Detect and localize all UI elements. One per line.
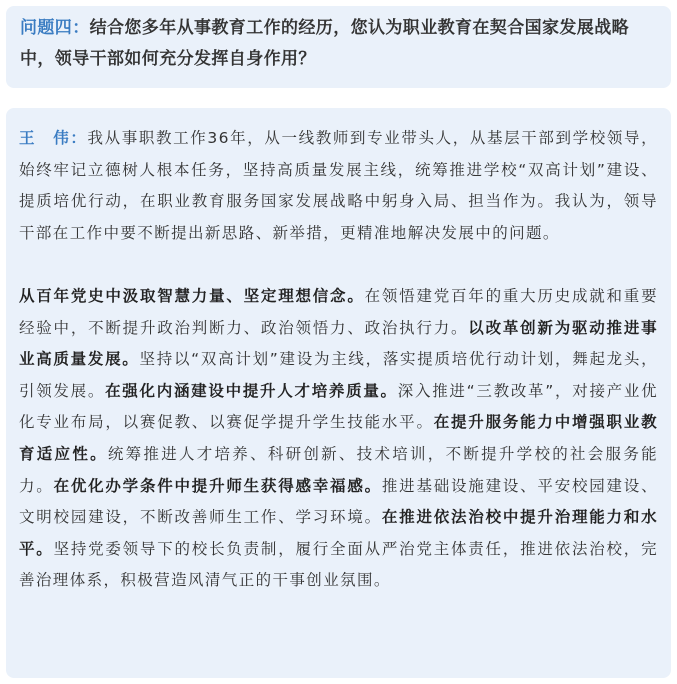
question-label: 问题四：	[20, 18, 90, 38]
point-heading: 以改革创新为驱动推进事业高质量发展。	[19, 318, 658, 369]
point-body: 推进基础设施建设、平安校园建设、文明校园建设，不断改善师生工作、学习环境。	[19, 476, 658, 527]
question-box	[6, 6, 671, 88]
point-body: 坚持党委领导下的校长负责制，履行全面从严治党主体责任，推进依法治校，完善治理体系，积极营造风清气正的干事创业氛围。	[19, 539, 658, 590]
question-text: 结合您多年从事教育工作的经历，您认为职业教育在契合国家发展战略中，领导干部如何充分发挥自身作用？	[20, 18, 630, 69]
point-heading: 在推进依法治校中提升治理能力和水平。	[19, 508, 658, 558]
point-heading: 在提升服务能力中增强职业教育适应性。	[19, 413, 658, 463]
point-body: 坚持以“双高计划”建设为主线，落实提质培优行动计划，舞起龙头，引领发展。	[19, 350, 658, 400]
answer-box	[6, 108, 671, 678]
point-heading: 在强化内涵建设中提升人才培养质量。	[105, 381, 398, 400]
point-body: 统筹推进人才培养、科研创新、技术培训，不断提升学校的社会服务能力。	[19, 444, 658, 495]
point-heading: 从百年党史中汲取智慧力量、坚定理想信念。	[19, 286, 365, 305]
answer-points-paragraph	[19, 281, 658, 597]
point-heading: 在优化办学条件中提升师生获得感幸福感。	[53, 476, 382, 495]
answer-intro-paragraph	[19, 123, 658, 249]
point-body: 在领悟建党百年的重大历史成就和重要经验中，不断提升政治判断力、政治领悟力、政治执行力。	[19, 286, 658, 337]
speaker-label: 王 伟：	[19, 129, 88, 147]
paragraph-spacer	[19, 249, 658, 281]
answer-intro-text: 我从事职教工作36年，从一线教师到专业带头人，从基层干部到学校领导，始终牢记立德树人根本任务，坚持高质量发展主线，统筹推进学校“双高计划”建设、提质培优行动，在职业教育服务国家发展战略中躬身入局、担当作为。我认为，领导干部在工作中要不断提出新思路、新举措，更精准地解决发展中的问题。	[19, 129, 658, 242]
point-body: 深入推进“三教改革”，对接产业优化专业布局，以赛促教、以赛促学提升学生技能水平。	[19, 381, 658, 432]
